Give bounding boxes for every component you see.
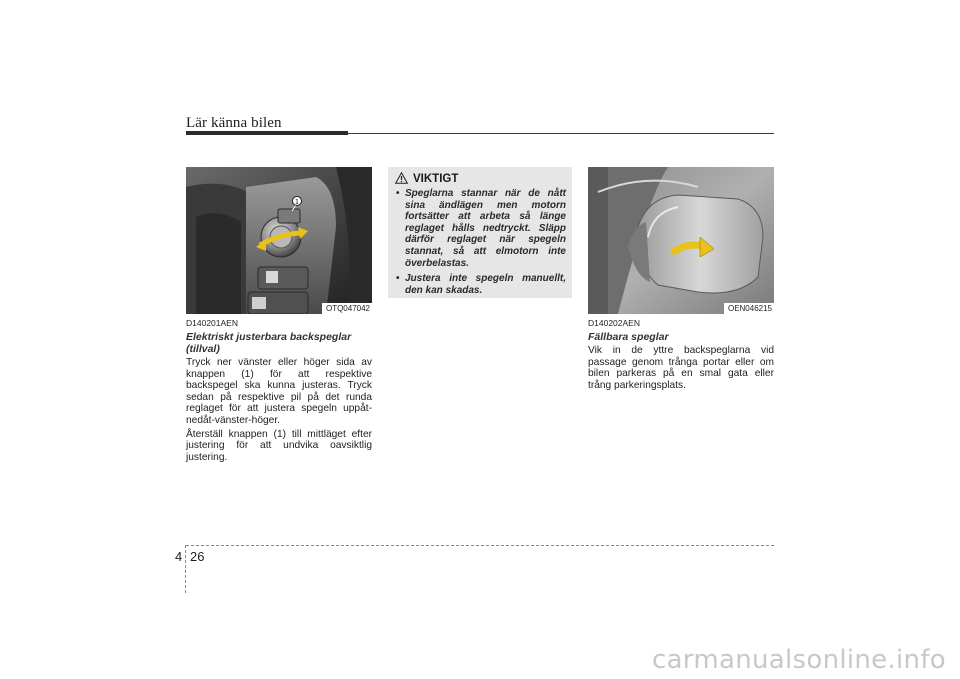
chapter-title: Lär känna bilen bbox=[186, 115, 282, 131]
section-title: Fällbara speglar bbox=[588, 331, 669, 343]
warning-list bbox=[396, 188, 566, 300]
section-title: Elektriskt justerbara backspeglar bbox=[186, 331, 352, 343]
section-code: D140202AEN bbox=[588, 318, 640, 328]
section-code: D140201AEN bbox=[186, 318, 238, 328]
warning-item: • Speglarna stannar när de nått sina ändlägen men motorn fortsätter att arbeta så länge reglaget hålls nedtryckt. Släpp därför reglaget när spegeln stannat, så att elmotorn inte överbelastas. bbox=[396, 188, 566, 269]
mirror-switch-figure bbox=[186, 167, 372, 314]
footer-rule bbox=[186, 545, 774, 546]
body-paragraph: Återställ knappen (1) till mittläget efter justering för att undvika oavsiktlig justering. bbox=[186, 428, 372, 463]
warning-title: VIKTIGT bbox=[413, 173, 459, 185]
watermark: carmanualsonline.info bbox=[651, 645, 946, 675]
folding-mirror-figure bbox=[588, 167, 774, 314]
left-column bbox=[186, 318, 372, 463]
footer-divider bbox=[185, 545, 186, 593]
callout-number: 1 bbox=[295, 199, 299, 206]
mirror-switch-illustration bbox=[186, 167, 372, 314]
body-paragraph: Vik in de yttre backspeglarna vid passage genom trånga portar eller om bilen parkeras på en smal gata eller trång parkeringsplats. bbox=[588, 345, 774, 391]
chapter-number: 4 bbox=[175, 549, 183, 564]
figure-code: OTQ047042 bbox=[322, 303, 372, 314]
section-title-note: (tillval) bbox=[186, 343, 220, 355]
right-column bbox=[588, 318, 774, 391]
folding-mirror-illustration bbox=[588, 167, 774, 314]
warning-item: • Justera inte spegeln manuellt, den kan skadas. bbox=[396, 273, 566, 296]
warning-box bbox=[388, 167, 572, 298]
header-rule-accent bbox=[186, 131, 348, 135]
page-number: 26 bbox=[190, 549, 205, 564]
body-paragraph: Tryck ner vänster eller höger sida av knappen (1) för att respektive backspegel ska kunna justeras. Tryck sedan på respektive pil på det runda reglaget för att justera spegeln uppåt-nedåt-vänster-höger. bbox=[186, 357, 372, 426]
figure-code: OEN046215 bbox=[724, 303, 774, 314]
warning-triangle-icon bbox=[395, 172, 408, 184]
